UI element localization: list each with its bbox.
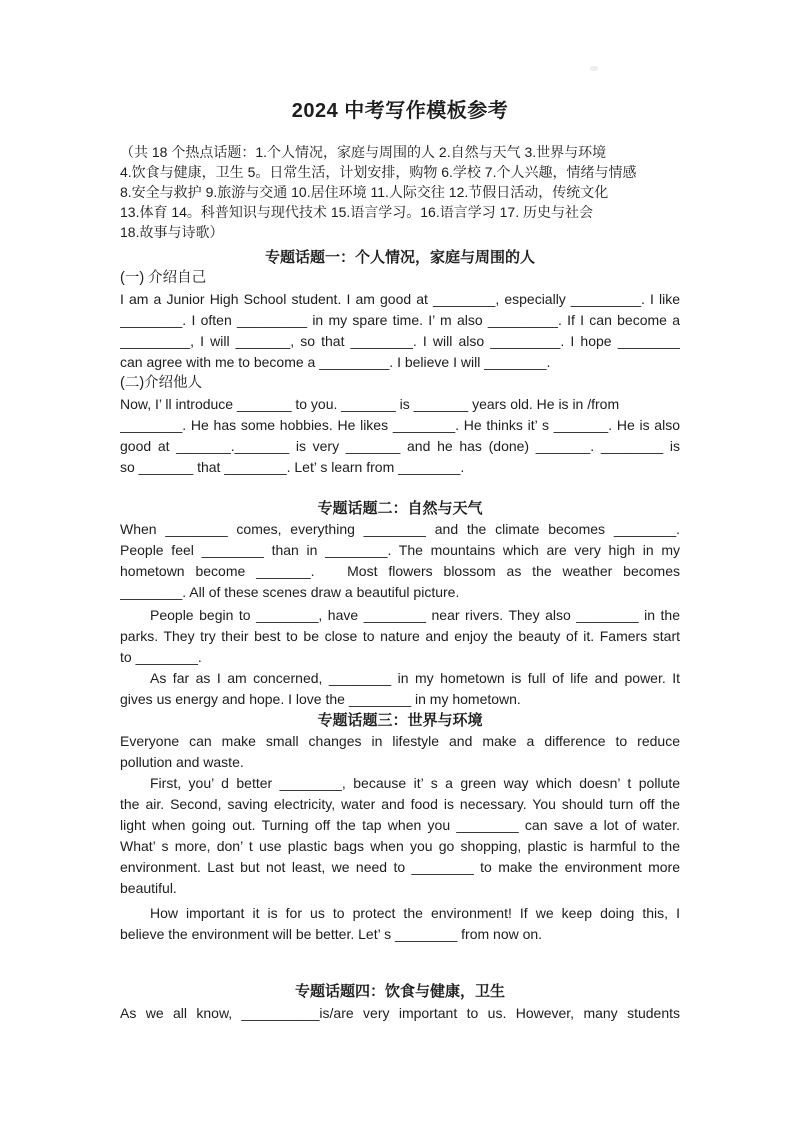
section-3-paragraph-2 <box>120 773 680 899</box>
template-line: the air. Second, saving electricity, water and food is necessary. You should turn off the <box>120 796 680 812</box>
template-line: so _______ that ________. Let’ s learn from ________. <box>120 459 465 475</box>
topic-list-line: 8.安全与救护 9.旅游与交通 10.居住环境 11.人际交往 12.节假日活动，传统文化 <box>120 184 609 200</box>
template-line: gives us energy and hope. I love the ________ in my hometown. <box>120 691 521 707</box>
template-line: good at _______._______ is very _______ and he has (done) _______. ________ is <box>120 438 680 454</box>
template-line: can agree with me to become a _________. I believe I will ________. <box>120 354 551 370</box>
template-line: believe the environment will be better. Let’ s ________ from now on. <box>120 926 543 942</box>
document-content <box>120 0 680 1024</box>
template-line: People begin to ________, have ________ near rivers. They also ________ in the <box>150 607 680 623</box>
template-line: When ________ comes, everything ________ and the climate becomes ________. <box>120 521 680 537</box>
template-line: beautiful. <box>120 880 177 896</box>
topic-list-paragraph <box>120 142 680 242</box>
template-line: ________. He has some hobbies. He likes ________. He thinks it’ s _______. He is also <box>120 417 680 433</box>
section-4-heading: 专题话题四：饮食与健康，卫生 <box>294 983 505 1000</box>
template-line: What’ s more, don’ t use plastic bags when you go shopping, plastic is harmful to the <box>120 838 680 854</box>
template-line: ________. I often _________ in my spare time. I’ m also _________. If I can become a <box>120 312 680 328</box>
template-line: As far as I am concerned, ________ in my hometown is full of life and power. It <box>150 670 680 686</box>
section-1-sublabel-b: (二)介绍他人 <box>120 375 203 391</box>
section-2-paragraph-1 <box>120 519 680 603</box>
document-title: 2024 中考写作模板参考 <box>291 100 509 122</box>
topic-list-line: （共 18 个热点话题：1.个人情况，家庭与周围的人 2.自然与天气 3.世界与环境 <box>120 144 607 160</box>
topic-list-line: 13.体育 14。科普知识与现代技术 15.语言学习。16.语言学习 17. 历史与社会 <box>120 204 593 220</box>
template-line: Everyone can make small changes in lifestyle and make a difference to reduce <box>120 733 680 749</box>
section-4-paragraph-1 <box>120 1003 680 1024</box>
template-line: parks. They try their best to be close to nature and enjoy the beauty of it. Famers start <box>120 628 680 644</box>
section-1-paragraph-b <box>120 394 680 478</box>
section-3-heading: 专题话题三：世界与环境 <box>317 712 483 729</box>
template-line: environment. Last but not least, we need to ________ to make the environment more <box>120 859 680 875</box>
section-2-paragraph-2 <box>120 605 680 668</box>
template-line: _________, I will _______, so that ________. I will also _________. I hope ________ <box>120 333 680 349</box>
template-line: hometown become _______. Most flowers blossom as the weather becomes <box>120 563 680 579</box>
template-line: How important it is for us to protect the environment! If we keep doing this, I <box>150 905 680 921</box>
template-line: First, you’ d better ________, because it’ s a green way which doesn’ t pollute <box>150 775 680 791</box>
template-line: pollution and waste. <box>120 754 244 770</box>
section-2-heading: 专题话题二：自然与天气 <box>317 500 483 517</box>
section-3-paragraph-3 <box>120 903 680 945</box>
topic-list-line: 18.故事与诗歌） <box>120 224 224 240</box>
section-1-paragraph-a <box>120 289 680 373</box>
section-3-paragraph-1 <box>120 731 680 773</box>
template-line: As we all know, __________is/are very important to us. However, many students <box>120 1005 680 1021</box>
section-1-heading: 专题话题一：个人情况，家庭与周围的人 <box>264 249 535 266</box>
template-line: light when going out. Turning off the tap when you ________ can save a lot of water. <box>120 817 680 833</box>
template-line: ________. All of these scenes draw a beautiful picture. <box>120 584 460 600</box>
section-1-sublabel-a: (一) 介绍自己 <box>120 270 207 286</box>
section-2-paragraph-3 <box>120 668 680 710</box>
template-line: Now, I’ ll introduce _______ to you. _______ is _______ years old. He is in /from <box>120 396 620 412</box>
template-line: People feel ________ than in ________. The mountains which are very high in my <box>120 542 680 558</box>
template-line: I am a Junior High School student. I am good at ________, especially _________. I like <box>120 291 680 307</box>
template-line: to ________. <box>120 649 202 665</box>
topic-list-line: 4.饮食与健康，卫生 5。日常生活，计划安排，购物 6.学校 7.个人兴趣，情绪与情感 <box>120 164 637 180</box>
